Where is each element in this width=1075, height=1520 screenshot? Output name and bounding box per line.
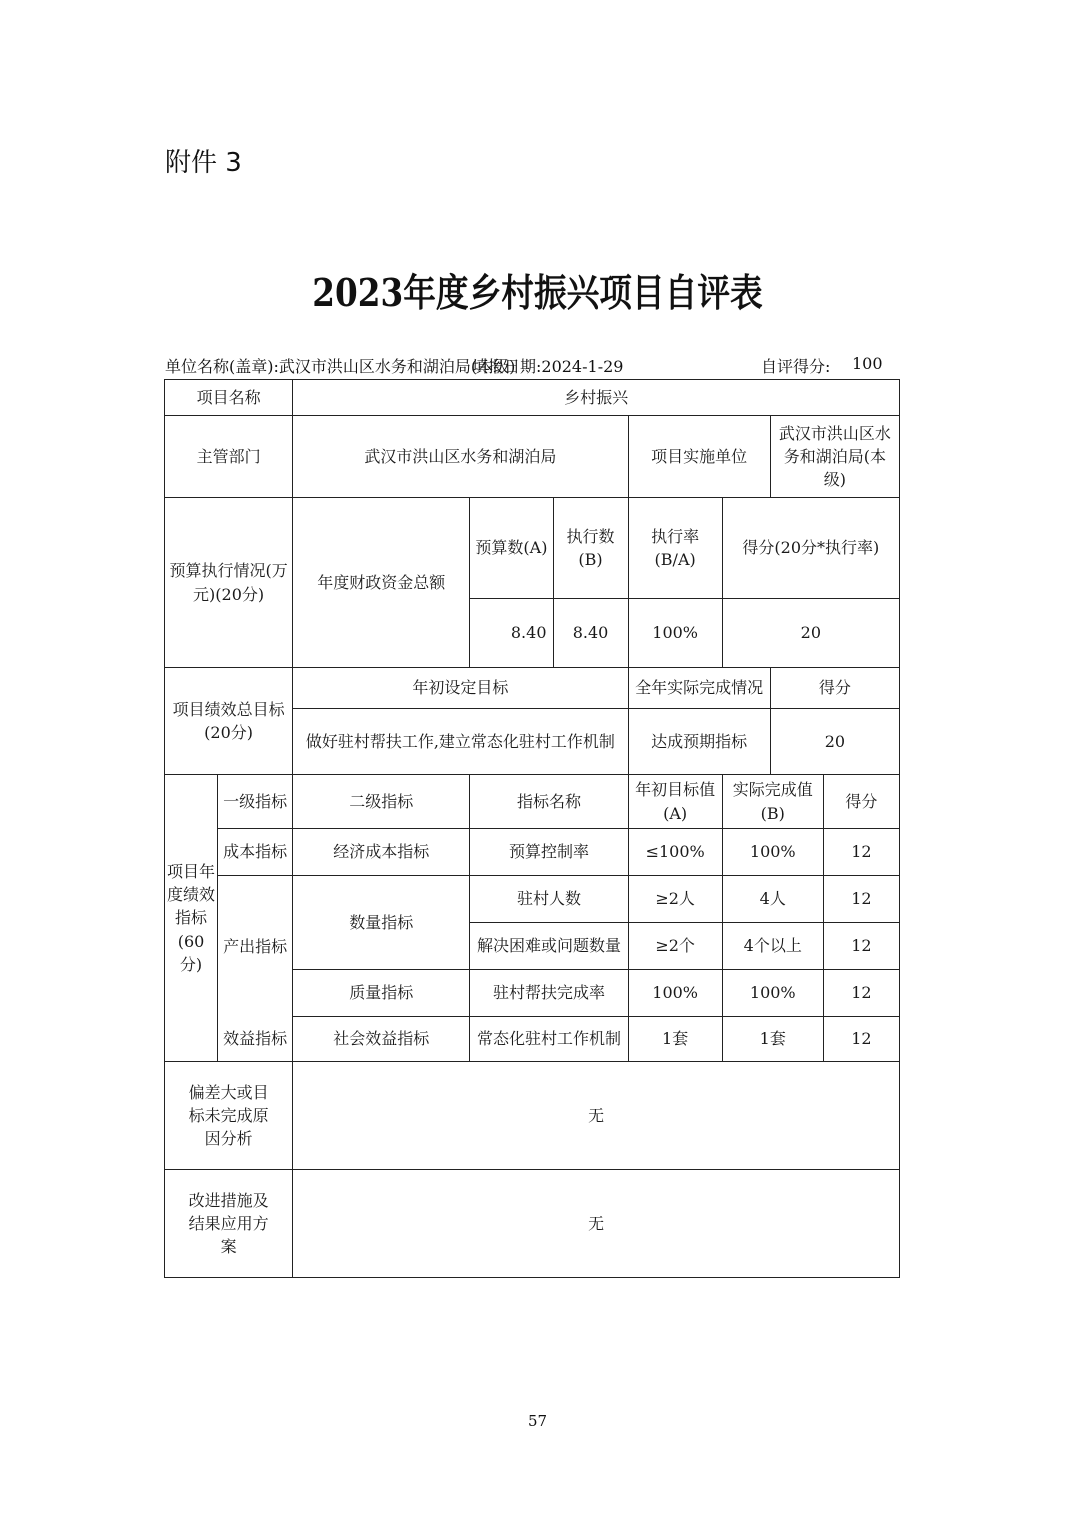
impl-unit-value: 武汉市洪山区水务和湖泊局(本级): [770, 416, 899, 498]
project-name-value: 乡村振兴: [293, 380, 900, 416]
target-value: ≥2人: [628, 876, 722, 923]
project-name-label: 项目名称: [165, 380, 293, 416]
level2-cell: 质量指标: [293, 970, 470, 1017]
col-exec-b: 执行数(B): [553, 498, 628, 599]
dept-value: 武汉市洪山区水务和湖泊局: [293, 416, 628, 498]
table-row: [165, 1017, 900, 1062]
target-value: ≤100%: [628, 829, 722, 876]
project-row: [165, 380, 900, 416]
header-level1: 一级指标: [218, 775, 293, 829]
score-value: 12: [823, 829, 899, 876]
goal-score-value: 20: [770, 709, 899, 775]
budget-header-row: [165, 498, 900, 599]
dept-label: 主管部门: [165, 416, 293, 498]
score-value: 12: [823, 1017, 899, 1062]
table-row: [165, 829, 900, 876]
score-value: 12: [823, 876, 899, 923]
target-value: 100%: [628, 970, 722, 1017]
score-value: 12: [823, 923, 899, 970]
header-actual: 实际完成值(B): [722, 775, 823, 829]
indicator-header-row: [165, 775, 900, 829]
improve-label: [165, 1170, 293, 1278]
level2-cell: 经济成本指标: [293, 829, 470, 876]
page-number: 57: [527, 1412, 548, 1430]
budget-label: 预算执行情况(万元)(20分): [165, 498, 293, 668]
goal-label: 项目绩效总目标(20分): [165, 668, 293, 775]
exec-rate-value: 100%: [628, 599, 722, 668]
budget-score-value: 20: [722, 599, 899, 668]
attachment-label: 附件 3: [165, 148, 242, 178]
form-header: [165, 354, 900, 378]
indicator-name: 常态化驻村工作机制: [470, 1017, 628, 1062]
improve-label-text: 改进措施及结果应用方案: [188, 1190, 269, 1257]
page-title: 2023年度乡村振兴项目自评表: [312, 270, 763, 315]
goal-set-value: 做好驻村帮扶工作,建立常态化驻村工作机制: [293, 709, 628, 775]
goal-set-header: 年初设定目标: [293, 668, 628, 709]
goal-header-row: [165, 668, 900, 709]
table-row: [165, 876, 900, 923]
actual-value: 4个以上: [722, 923, 823, 970]
budget-a-value: 8.40: [470, 599, 553, 668]
exec-b-value: 8.40: [553, 599, 628, 668]
funds-label: 年度财政资金总额: [293, 498, 470, 668]
header-level2: 二级指标: [293, 775, 470, 829]
actual-value: 100%: [722, 970, 823, 1017]
goal-actual-value: 达成预期指标: [628, 709, 770, 775]
header-name: 指标名称: [470, 775, 628, 829]
indicator-name: 解决困难或问题数量: [470, 923, 628, 970]
col-budget-score: 得分(20分*执行率): [722, 498, 899, 599]
deviation-label-text: 偏差大或目标未完成原因分析: [188, 1082, 269, 1149]
indicators-label: 项目年度绩效指标(60分): [165, 775, 218, 1062]
level1-benefit: 效益指标: [218, 1017, 293, 1062]
level2-cell: 社会效益指标: [293, 1017, 470, 1062]
improve-value: 无: [293, 1170, 900, 1278]
header-target: 年初目标值(A): [628, 775, 722, 829]
actual-value: 100%: [722, 829, 823, 876]
target-value: ≥2个: [628, 923, 722, 970]
goal-score-header: 得分: [770, 668, 899, 709]
self-score-value: 100: [852, 354, 883, 373]
score-value: 12: [823, 970, 899, 1017]
impl-unit-label: 项目实施单位: [628, 416, 770, 498]
evaluation-table: [164, 379, 900, 1278]
col-budget-a: 预算数(A): [470, 498, 553, 599]
level1-cost: 成本指标: [218, 829, 293, 876]
indicator-name: 驻村人数: [470, 876, 628, 923]
deviation-row: [165, 1062, 900, 1170]
level1-output: 产出指标: [218, 876, 293, 1017]
indicator-name: 驻村帮扶完成率: [470, 970, 628, 1017]
actual-value: 1套: [722, 1017, 823, 1062]
level2-cell: 数量指标: [293, 876, 470, 970]
self-score-label: 自评得分:: [761, 357, 831, 376]
header-score: 得分: [823, 775, 899, 829]
actual-value: 4人: [722, 876, 823, 923]
deviation-value: 无: [293, 1062, 900, 1170]
unit-name: 单位名称(盖章):武汉市洪山区水务和湖泊局(本级): [165, 357, 516, 376]
fill-date: 填报日期:2024-1-29: [472, 357, 624, 376]
col-exec-rate: 执行率(B/A): [628, 498, 722, 599]
dept-row: [165, 416, 900, 498]
deviation-label: [165, 1062, 293, 1170]
improve-row: [165, 1170, 900, 1278]
target-value: 1套: [628, 1017, 722, 1062]
goal-actual-header: 全年实际完成情况: [628, 668, 770, 709]
indicator-name: 预算控制率: [470, 829, 628, 876]
